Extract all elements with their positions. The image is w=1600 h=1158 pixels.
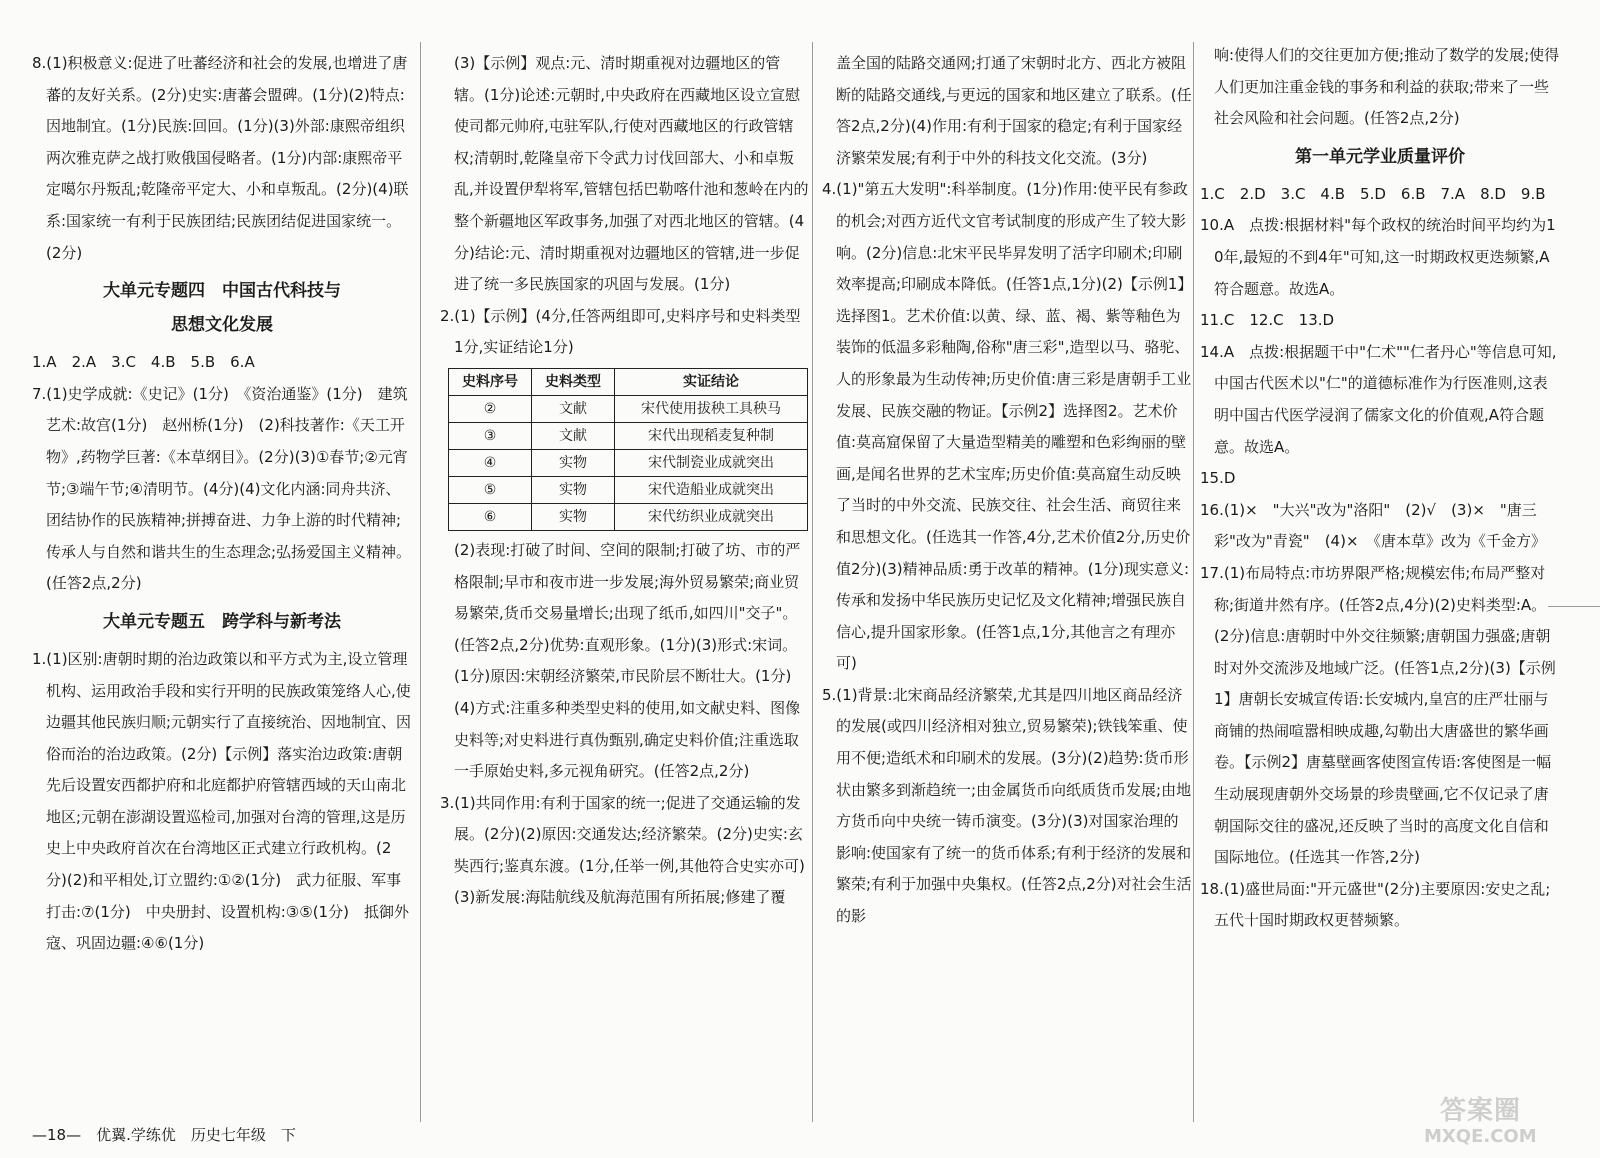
answer-paragraph: 10.A 点拨:根据材料"每个政权的统治时间平均约为10年,最短的不到4年"可知,这一时期政权更迭频繁,A符合题意。故选A。 xyxy=(1200,216,1556,298)
column-divider xyxy=(812,42,813,1122)
watermark-url: MXQE.COM xyxy=(1424,1126,1537,1147)
table-cell: ⑥ xyxy=(449,503,532,530)
answer-paragraph: 7.(1)史学成就:《史记》(1分) 《资治通鉴》(1分) 建筑艺术:故宫(1分) 赵州桥(1分) (2)科技著作:《天工开物》,药物学巨著:《本草纲目》。(2分)(3)①春节;②元宵节;③端午节;④清明节。(4分)(4)文化内涵:同舟共济、团结协作的民族精神;拼搏奋进、力争上游的时代精神;传承人与自然和谐共生的生态理念;弘扬爱国主义精神。(任答2点,2分) xyxy=(32,384,412,593)
answer-paragraph: 15.D xyxy=(1200,469,1236,488)
answer-paragraph: (3)【示例】观点:元、清时期重视对边疆地区的管辖。(1分)论述:元朝时,中央政府在西藏地区设立宣慰使司都元帅府,屯驻军队,行使对西藏地区的行政管辖权;清朝时,乾隆皇帝下令武力讨伐回部大、小和卓叛乱,并设置伊犁将军,管辖包括巴勒喀什池和葱岭在内的整个新疆地区军政事务,加强了对西北地区的管辖。(4分)结论:元、清时期重视对边疆地区的管辖,进一步促进了统一多民族国家的巩固与发展。(1分) xyxy=(454,54,809,294)
table-cell: 文献 xyxy=(532,422,615,449)
table-header: 史料序号 xyxy=(449,368,532,395)
answer-paragraph: 14.A 点拨:根据题干中"仁术""仁者丹心"等信息可知,中国古代医术以"仁"的道德标准作为行医准则,这表明中国古代医学浸润了儒家文化的价值观,A符合题意。故选A。 xyxy=(1200,342,1557,456)
answer-paragraph: 2.(1)【示例】(4分,任答两组即可,史料序号和史料类型1分,实证结论1分) xyxy=(440,306,801,357)
table-cell: 宋代制瓷业成就突出 xyxy=(615,449,808,476)
table-cell: 宋代使用拔秧工具秧马 xyxy=(615,395,808,422)
answer-paragraph: 3.(1)共同作用:有利于国家的统一;促进了交通运输的发展。(2分)(2)原因:交通发达;经济繁荣。(2分)史实:玄奘西行;鉴真东渡。(1分,任举一例,其他符合史实亦可)(3)新发展:海陆航线及航海范围有所拓展;修建了覆 xyxy=(440,793,805,907)
table-cell: ④ xyxy=(449,449,532,476)
answer-paragraph: 响:使得人们的交往更加方便;推动了数学的发展;使得人们更加注重金钱的事务和利益的获取;带来了一些社会风险和社会问题。(任答2点,2分) xyxy=(1214,46,1560,128)
table-cell: 实物 xyxy=(532,503,615,530)
table-cell: ③ xyxy=(449,422,532,449)
margin-mark xyxy=(1548,606,1600,607)
section-heading: 第一单元学业质量评价 xyxy=(1295,146,1465,167)
column-4 xyxy=(1200,48,1560,937)
table-header: 实证结论 xyxy=(615,368,808,395)
answer-paragraph: 盖全国的陆路交通网;打通了宋朝时北方、西北方被阻断的陆路交通线,与更远的国家和地区建立了联系。(任答2点,2分)(4)作用:有利于国家的稳定;有利于国家经济繁荣发展;有利于中外的科技文化交流。(3分) xyxy=(836,54,1192,167)
table-row xyxy=(449,395,808,422)
answer-paragraph: 16.(1)× "大兴"改为"洛阳" (2)√ (3)× "唐三彩"改为"青瓷" (4)× 《唐本草》改为《千金方》 xyxy=(1200,500,1547,551)
column-divider xyxy=(420,42,421,1122)
table-row xyxy=(449,476,808,503)
table-cell: 实物 xyxy=(532,449,615,476)
answer-paragraph: 1.C 2.D 3.C 4.B 5.D 6.B 7.A 8.D 9.B xyxy=(1200,184,1546,203)
section-heading: 思想文化发展 xyxy=(171,315,273,336)
table-cell: 文献 xyxy=(532,395,615,422)
table-cell: ② xyxy=(449,395,532,422)
table-cell: 宋代造船业成就突出 xyxy=(615,476,808,503)
column-divider xyxy=(1193,42,1194,1122)
answer-paragraph: 8.(1)积极意义:促进了吐蕃经济和社会的发展,也增进了唐蕃的友好关系。(2分)史实:唐蕃会盟碑。(1分)(2)特点:因地制宜。(1分)民族:回回。(1分)(3)外部:康熙帝组织两次雅克萨之战打败俄国侵略者。(1分)内部:康熙帝平定噶尔丹叛乱;乾隆帝平定大、小和卓叛乱。(2分)(4)联系:国家统一有利于民族团结;民族团结促进国家统一。(2分) xyxy=(32,54,409,262)
table-cell: ⑤ xyxy=(449,476,532,503)
table-cell: 实物 xyxy=(532,476,615,503)
table-cell: 宋代出现稻麦复种制 xyxy=(615,422,808,449)
answer-paragraph: 18.(1)盛世局面:"开元盛世"(2分)主要原因:安史之乱;五代十国时期政权更替频繁。 xyxy=(1200,879,1551,930)
column-3 xyxy=(822,48,1192,933)
column-1 xyxy=(32,48,412,960)
answer-paragraph: 17.(1)布局特点:市坊界限严格;规模宏伟;布局严整对称;街道井然有序。(任答2点,4分)(2)史料类型:A。(2分)信息:唐朝时中外交往频繁;唐朝国力强盛;唐朝时对外交流涉及地域广泛。(任答1点,2分)(3)【示例1】唐朝长安城宣传语:长安城内,皇宫的庄严壮丽与商铺的热闹喧嚣相映成趣,勾勒出大唐盛世的繁华画卷。【示例2】唐墓壁画客使图宣传语:客使图是一幅生动展现唐朝外交场景的珍贵壁画,它不仅记录了唐朝国际交往的盛况,还反映了当时的高度文化自信和国际地位。(任选其一作答,2分) xyxy=(1200,563,1556,867)
table-row xyxy=(449,422,808,449)
answer-paragraph: 4.(1)"第五大发明":科举制度。(1分)作用:使平民有参政的机会;对西方近代文官考试制度的形成产生了较大影响。(2分)信息:北宋平民毕昇发明了活字印刷术;印刷效率提高;印刷成本降低。(任答1点,1分)(2)【示例1】选择图1。艺术价值:以黄、绿、蓝、褐、紫等釉色为装饰的低温多彩釉陶,俗称"唐三彩",造型以马、骆驼、人的形象最为生动传神;历史价值:唐三彩是唐朝手工业发展、民族交融的物证。【示例2】选择图2。艺术价值:莫高窟保留了大量造型精美的雕塑和色彩绚丽的壁画,是闻名世界的艺术宝库;历史价值:莫高窟生动反映了当时的中外交流、民族交往、社会生活、商贸往来和思想文化。(任选其一作答,4分,艺术价值2分,历史价值2分)(3)精神品质:勇于改革的精神。(1分)现实意义:传承和发扬中华民族历史记忆及文化精神;增强民族自信心,提升国家形象。(任答1点,1分,其他言之有理亦可) xyxy=(822,180,1192,673)
table-row xyxy=(449,449,808,476)
table-header: 史料类型 xyxy=(532,368,615,395)
answer-paragraph: 1.A 2.A 3.C 4.B 5.B 6.A xyxy=(32,353,255,372)
section-heading: 大单元专题四 中国古代科技与 xyxy=(103,281,341,302)
answer-paragraph: 5.(1)背景:北宋商品经济繁荣,尤其是四川地区商品经济的发展(或四川经济相对独立,贸易繁荣);铁钱笨重、使用不便;造纸术和印刷术的发展。(3分)(2)趋势:货币形状由繁多到渐趋统一;由金属货币向纸质货币发展;由地方货币向中央统一铸币演变。(3分)(3)对国家治理的影响:使国家有了统一的货币体系;有利于经济的发展和繁荣;有利于加强中央集权。(任答2点,2分)对社会生活的影 xyxy=(822,685,1192,926)
table-row xyxy=(449,503,808,530)
answer-paragraph: 11.C 12.C 13.D xyxy=(1200,311,1335,330)
page-footer: —18— 优翼.学练优 历史七年级 下 xyxy=(32,1126,296,1144)
watermark-logo: 答案圈 xyxy=(1440,1096,1522,1126)
evidence-table xyxy=(448,368,808,531)
section-heading: 大单元专题五 跨学科与新考法 xyxy=(103,611,341,632)
table-cell: 宋代纺织业成就突出 xyxy=(615,503,808,530)
column-2 xyxy=(440,48,810,914)
answer-paragraph: 1.(1)区别:唐朝时期的治边政策以和平方式为主,设立管理机构、运用政治手段和实行开明的民族政策笼络人心,使边疆其他民族归顺;元朝实行了直接统治、因地制宜、因俗而治的治边政策。(2分)【示例】落实治边政策:唐朝先后设置安西都护府和北庭都护府管辖西域的天山南北地区;元朝在澎湖设置巡检司,加强对台湾的管理,这是历史上中央政府首次在台湾地区正式建立行政机构。(2分)(2)和平相处,订立盟约:①②(1分) 武力征服、军事打击:⑦(1分) 中央册封、设置机构:③⑤(1分) 抵御外寇、巩固边疆:④⑥(1分) xyxy=(32,649,412,953)
answer-paragraph: (2)表现:打破了时间、空间的限制;打破了坊、市的严格限制;早市和夜市进一步发展;海外贸易繁荣;商业贸易繁荣,货币交易量增长;出现了纸币,如四川"交子"。(任答2点,2分)优势:直观形象。(1分)(3)形式:宋词。(1分)原因:宋朝经济繁荣,市民阶层不断壮大。(1分)(4)方式:注重多种类型史料的使用,如文献史料、图像史料等;对史料进行真伪甄别,确定史料价值;注重选取一手原始史料,多元视角研究。(任答2点,2分) xyxy=(454,540,801,781)
